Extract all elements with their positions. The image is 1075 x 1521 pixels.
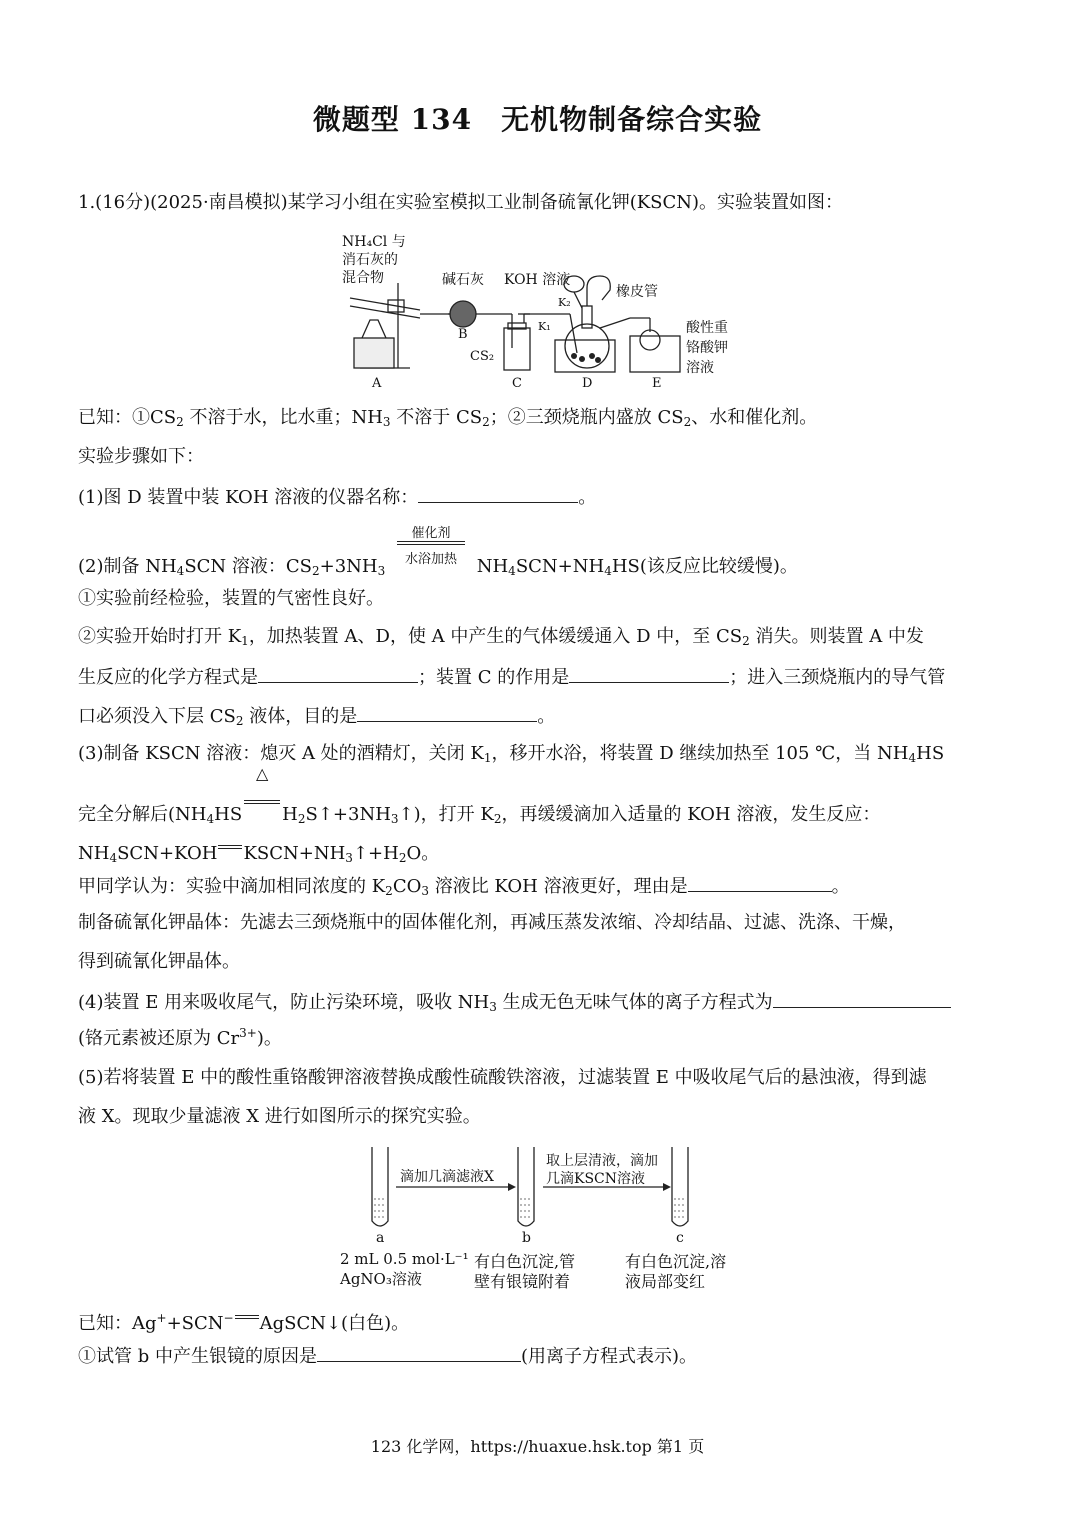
page-title: 微题型 134 无机物制备综合实验	[312, 103, 763, 136]
label-e: E	[652, 376, 662, 391]
steps-heading: 实验步骤如下：	[78, 446, 204, 467]
question-1-intro: 1.(16分)(2025·南昌模拟)某学习小组在实验室模拟工业制备硫氰化钾(KSCN)。实验装置如图：	[78, 192, 844, 213]
label-koh: KOH 溶液	[504, 272, 571, 288]
step-2-line-1: ②实验开始时打开 $K_1$，加热装置 A、D，使 A 中产生的气体缓缓通入 D 中，至 $CS_2$ 消失。则装置 A 中发	[78, 626, 924, 648]
arrow-label-1: 滴加几滴滤液X	[400, 1169, 494, 1185]
known-conditions-1: 已知：$①CS_2$ 不溶于水，比水重；$NH_3$ 不溶于 $CS_2$；②三颈烧瓶内盛放 $CS_2$、水和催化剂。	[78, 407, 818, 429]
question-5-line-1: (5)若将装置 E 中的酸性重铬酸钾溶液替换成酸性硫酸铁溶液，过滤装置 E 中吸收尾气后的悬浊液，得到滤	[78, 1067, 927, 1088]
label-sodalime: 碱石灰	[442, 272, 484, 288]
tube-b-desc-2: 壁有银镜附着	[474, 1272, 571, 1291]
step-2-line-3: 口必须没入下层 $CS_2$ 液体，目的是 。	[78, 703, 1008, 729]
label-a: A	[372, 376, 382, 391]
tube-c-desc-1: 有白色沉淀,溶	[625, 1252, 727, 1271]
tube-b-desc-1: 有白色沉淀,管	[474, 1252, 576, 1271]
page-footer: 123 化学网，https://huaxue.hsk.top 第1 页	[370, 1437, 705, 1456]
answer-blank[interactable]	[357, 703, 537, 722]
step-check: ①实验前经检验，装置的气密性良好。	[78, 588, 384, 609]
tube-label-b: b	[522, 1230, 531, 1246]
label-acid-3: 溶液	[686, 360, 714, 376]
question-4-line-2: (铬元素被还原为 $Cr^{3+}$)。	[78, 1026, 282, 1049]
step-2-line-2: 生反应的化学方程式是 ；装置 C 的作用是 ；进入三颈烧瓶内的导气管	[78, 664, 1008, 690]
arrow-label-2a: 取上层清液，滴加	[546, 1153, 658, 1169]
heat-symbol: △	[256, 764, 269, 783]
label-d: D	[582, 376, 593, 391]
label-acid-2: 铬酸钾	[686, 340, 728, 356]
classmate-opinion: 甲同学认为：实验中滴加相同浓度的 $K_2CO_3$ 溶液比 KOH 溶液更好，理由是 。	[78, 873, 1008, 899]
answer-blank[interactable]	[569, 664, 729, 683]
crystal-line-1: 制备硫氰化钾晶体：先滤去三颈烧瓶中的固体催化剂，再减压蒸发浓缩、冷却结晶、过滤、洗涤、干燥，	[78, 912, 906, 933]
label-nh4cl: NH₄Cl 与	[342, 234, 406, 250]
label-rubber-tube: 橡皮管	[616, 284, 658, 300]
question-1-1: (1)图 D 装置中装 KOH 溶液的仪器名称： 。	[78, 484, 1008, 510]
tube-c-desc-2: 液局部变红	[625, 1272, 706, 1291]
label-cs2: CS₂	[470, 349, 495, 364]
tube-a-desc-1: 2 mL 0.5 mol·L⁻¹	[340, 1250, 469, 1268]
label-acid-1: 酸性重	[686, 320, 728, 336]
answer-blank[interactable]	[688, 873, 832, 892]
answer-blank[interactable]	[258, 664, 418, 683]
question-3-line-3: $NH_4SCN+KOH$ $KSCN+NH_3↑+H_2O$。	[78, 835, 1008, 866]
label-b: B	[458, 327, 468, 342]
question-5-line-2: 液 X。现取少量滤液 X 进行如图所示的探究实验。	[78, 1106, 481, 1127]
known-conditions-2: 已知：Ag++SCN− AgSCN↓(白色)。	[78, 1305, 1008, 1336]
label-k2: K₂	[558, 296, 571, 309]
label-c: C	[512, 376, 522, 391]
tube-a-desc-2: AgNO₃溶液	[340, 1270, 422, 1288]
test-tube-diagram	[338, 1143, 758, 1293]
question-5-1: ①试管 b 中产生银镜的原因是 (用离子方程式表示)。	[78, 1343, 1008, 1369]
question-3-line-1: (3)制备 KSCN 溶液：熄灭 A 处的酒精灯，关闭 $K_1$，移开水浴，将装置 D 继续加热至 105 ℃，当 $NH_4HS$	[78, 743, 945, 765]
label-k1: K₁	[538, 320, 551, 333]
question-3-line-2: 完全分解后($NH_4HS$ △ $H_2S↑+3NH_3↑$)，打开 $K_2$，再缓缓滴加入适量的 KOH 溶液，发生反应：	[78, 764, 881, 826]
tube-label-c: c	[676, 1230, 684, 1246]
label-lime-2: 混合物	[342, 270, 384, 286]
condition-water-bath: 水浴加热	[404, 552, 457, 567]
apparatus-diagram	[330, 228, 750, 393]
crystal-line-2: 得到硫氰化钾晶体。	[78, 951, 240, 972]
tube-label-a: a	[376, 1230, 385, 1246]
arrow-label-2b: 几滴KSCN溶液	[546, 1171, 646, 1187]
condition-catalyst: 催化剂	[411, 526, 451, 541]
answer-blank[interactable]	[773, 989, 951, 1008]
answer-blank[interactable]	[317, 1343, 521, 1362]
label-lime-1: 消石灰的	[342, 252, 398, 268]
question-1-2-equation: (2)制备 $NH_4SCN$ 溶液：$CS_2+3NH_3$ 催化剂 水浴加热 $NH_4SCN+NH_4HS$(该反应比较缓慢)。	[78, 548, 1008, 579]
answer-blank[interactable]	[418, 484, 578, 503]
question-4-line-1: (4)装置 E 用来吸收尾气，防止污染环境，吸收 $NH_3$ 生成无色无味气体的离子方程式为	[78, 989, 1008, 1015]
